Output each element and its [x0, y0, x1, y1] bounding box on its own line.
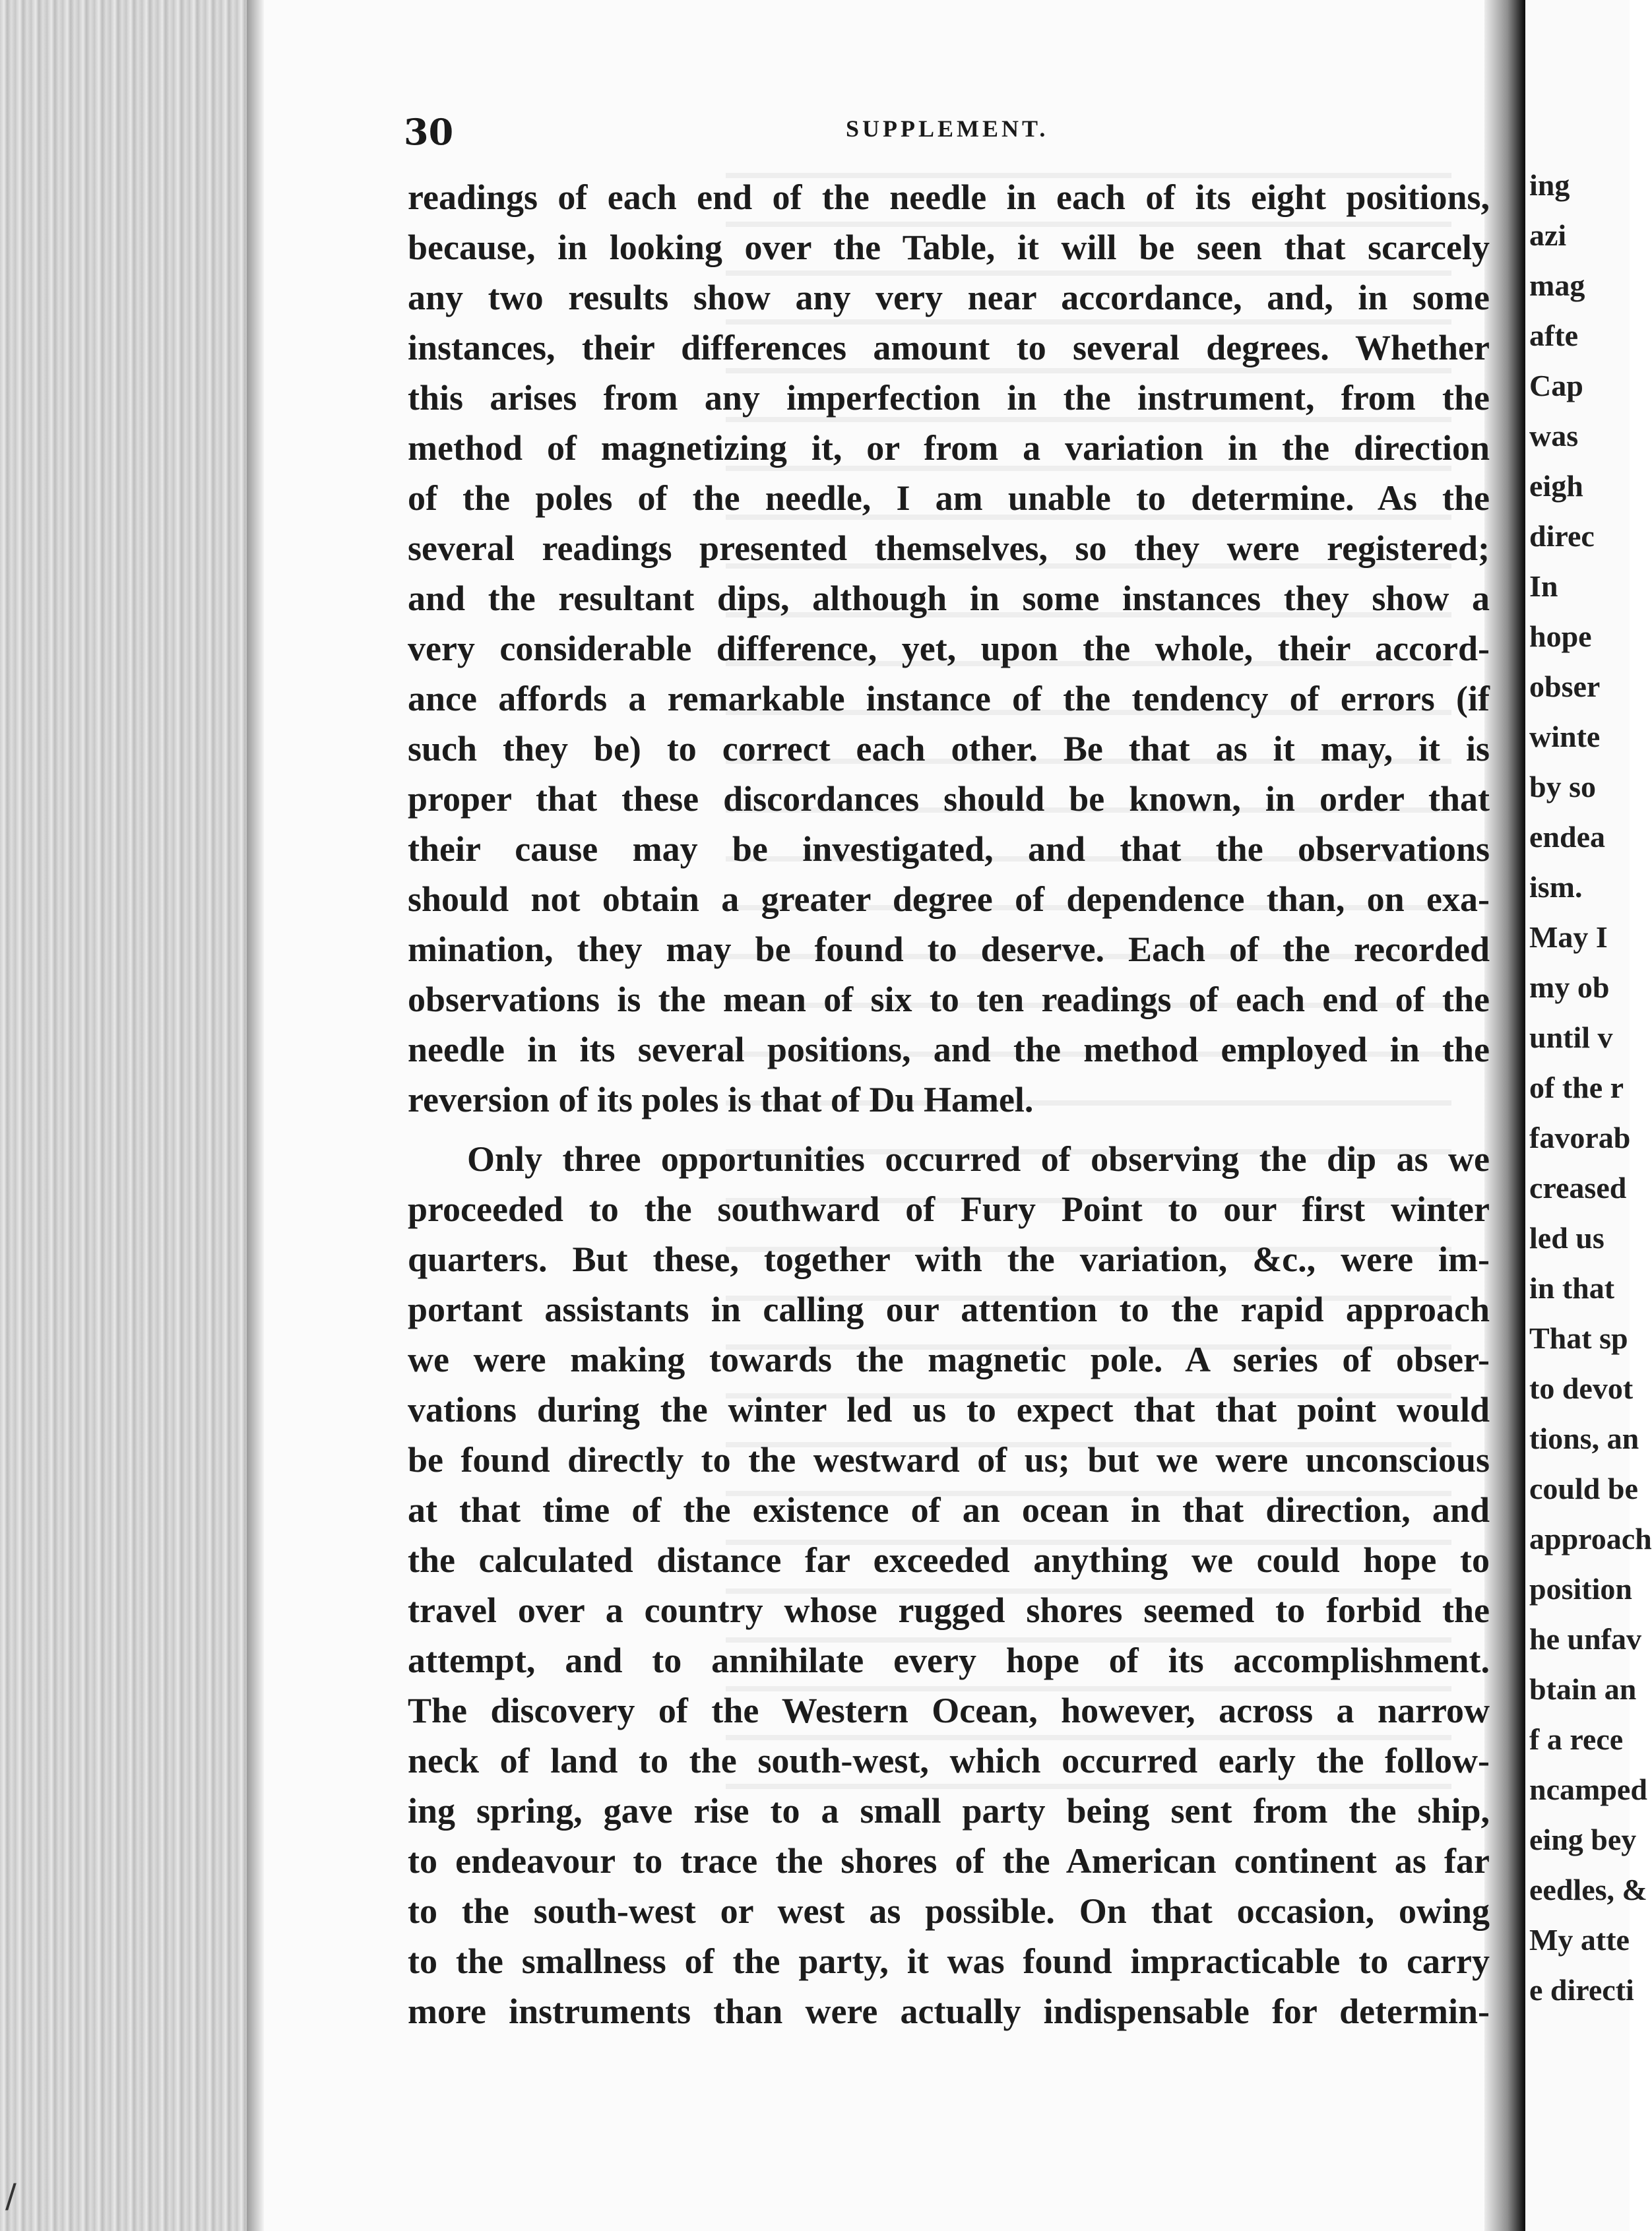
facing-text-fragment: my ob [1529, 970, 1610, 1004]
text-line: to the south-west or west as possible. On that occasion, owing [408, 1891, 1490, 1931]
text-line: because, in looking over the Table, it will be seen that scarcely [408, 228, 1490, 267]
text-line: very considerable difference, yet, upon the whole, their accord- [408, 629, 1490, 668]
text-line: readings of each end of the needle in each of its eight positions, [408, 177, 1490, 217]
text-line: observations is the mean of six to ten readings of each end of the [408, 980, 1490, 1019]
facing-text-fragment: hope [1529, 619, 1592, 653]
facing-text-fragment: to devot [1529, 1371, 1634, 1405]
facing-text-fragment: afte [1529, 319, 1579, 352]
text-line: of the poles of the needle, I am unable to determine. As the [408, 478, 1490, 518]
facing-text-fragment: In [1529, 569, 1558, 603]
text-line: ing spring, gave rise to a small party being sent from the ship, [408, 1791, 1490, 1831]
text-line: Only three opportunities occurred of observing the dip as we [467, 1139, 1490, 1179]
facing-text-fragment: eedles, & [1529, 1873, 1647, 1906]
text-line: ance affords a remarkable instance of the tendency of errors (if [408, 679, 1490, 718]
book-spine [0, 0, 264, 2231]
text-line: at that time of the existence of an ocean in that direction, and [408, 1490, 1490, 1530]
facing-text-fragment: favorab [1529, 1121, 1631, 1154]
text-line: attempt, and to annihilate every hope of its accomplishment. [408, 1641, 1490, 1680]
facing-text-fragment: of the r [1529, 1071, 1624, 1104]
text-line: reversion of its poles is that of Du Hamel. [408, 1080, 1034, 1119]
text-line: vations during the winter led us to expect that that point would [408, 1390, 1490, 1430]
text-line: The discovery of the Western Ocean, however, across a narrow [408, 1691, 1490, 1730]
text-line: to endeavour to trace the shores of the American continent as far [408, 1841, 1490, 1881]
facing-text-fragment: position [1529, 1572, 1632, 1606]
text-line: needle in its several positions, and the method employed in the [408, 1030, 1490, 1069]
text-line: this arises from any imperfection in the instrument, from the [408, 378, 1490, 418]
text-line: such they be) to correct each other. Be that as it may, it is [408, 729, 1490, 769]
facing-text-fragment: eing bey [1529, 1823, 1637, 1856]
text-line: any two results show any very near accordance, and, in some [408, 278, 1490, 317]
page-number: 30 [404, 111, 454, 153]
facing-text-fragment: f a rece [1529, 1722, 1624, 1756]
text-line: instances, their differences amount to several degrees. Whether [408, 328, 1490, 367]
text-line: should not obtain a greater degree of dependence than, on exa- [408, 879, 1490, 919]
text-line: and the resultant dips, although in some instances they show a [408, 579, 1490, 618]
facing-text-fragment: eigh [1529, 469, 1583, 503]
facing-text-fragment: led us [1529, 1221, 1604, 1255]
text-line: we were making towards the magnetic pole. A series of obser- [408, 1340, 1490, 1379]
text-line: the calculated distance far exceeded anything we could hope to [408, 1540, 1490, 1580]
text-line: more instruments than were actually indispensable for determin- [408, 1992, 1490, 2031]
facing-text-fragment: approach [1529, 1522, 1652, 1555]
facing-text-fragment: by so [1529, 770, 1596, 803]
facing-text-fragment: was [1529, 419, 1579, 453]
facing-text-fragment: mag [1529, 268, 1585, 302]
facing-text-fragment: endea [1529, 820, 1605, 854]
text-line: method of magnetizing it, or from a variation in the direction [408, 428, 1490, 468]
text-line: quarters. But these, together with the variation, &c., were im- [408, 1240, 1490, 1279]
facing-text-fragment: direc [1529, 519, 1595, 553]
facing-text-fragment: in that [1529, 1271, 1615, 1305]
facing-text-fragment: ncamped [1529, 1773, 1647, 1806]
text-line: travel over a country whose rugged shores seemed to forbid the [408, 1590, 1490, 1630]
facing-text-fragment: btain an [1529, 1672, 1637, 1706]
facing-text-fragment: he unfav [1529, 1622, 1641, 1656]
scan-edge-mark: / [5, 2177, 16, 2215]
facing-text-fragment: azi [1529, 218, 1567, 252]
facing-text-fragment: ing [1529, 168, 1570, 202]
facing-text-fragment: obser [1529, 670, 1601, 703]
text-line: to the smallness of the party, it was found impracticable to carry [408, 1941, 1490, 1981]
text-line: proceeded to the southward of Fury Point to our first winter [408, 1189, 1490, 1229]
facing-page-edge [1525, 0, 1652, 2231]
facing-text-fragment: That sp [1529, 1321, 1628, 1355]
facing-text-fragment: My atte [1529, 1923, 1630, 1957]
text-line: neck of land to the south-west, which occurred early the follow- [408, 1741, 1490, 1780]
facing-text-fragment: e directi [1529, 1973, 1634, 2007]
text-line: several readings presented themselves, so they were registered; [408, 528, 1490, 568]
text-line: portant assistants in calling our attention to the rapid approach [408, 1290, 1490, 1329]
facing-text-fragment: tions, an [1529, 1422, 1639, 1455]
text-line: proper that these discordances should be known, in order that [408, 779, 1490, 819]
facing-text-fragment: ism. [1529, 870, 1583, 904]
facing-text-fragment: May I [1529, 920, 1608, 954]
facing-text-fragment: until v [1529, 1021, 1613, 1054]
facing-text-fragment: could be [1529, 1472, 1638, 1505]
facing-text-fragment: winte [1529, 720, 1601, 753]
facing-text-fragment: Cap [1529, 369, 1583, 402]
text-line: their cause may be investigated, and that the observations [408, 829, 1490, 869]
running-head: SUPPLEMENT. [846, 115, 1049, 142]
text-line: mination, they may be found to deserve. Each of the recorded [408, 929, 1490, 969]
facing-text-fragment: creased [1529, 1171, 1627, 1205]
text-line: be found directly to the westward of us; but we were unconscious [408, 1440, 1490, 1480]
